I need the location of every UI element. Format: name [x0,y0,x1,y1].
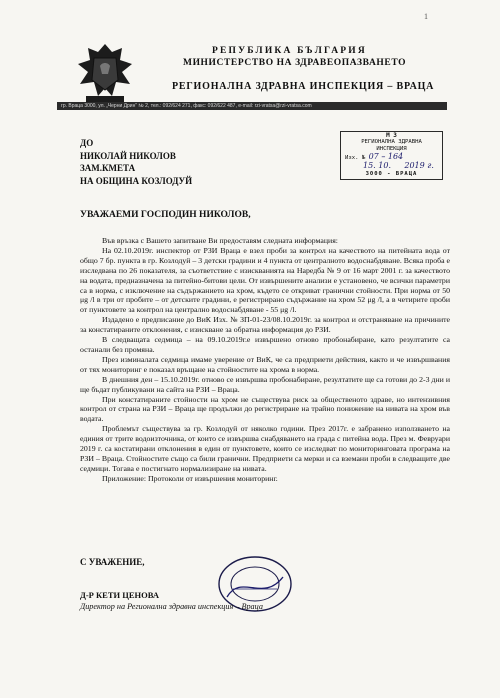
recipient-position: ЗАМ.КМЕТА [80,163,136,173]
recipient-institution: НА ОБЩИНА КОЗЛОДУЙ [80,175,193,186]
paragraph: В следващата седмица – на 09.10.2019г.е извършено отново пробонабиране, като резултатите са останали без промяна. [80,335,450,354]
registration-stamp [340,131,443,180]
recipient-name: НИКОЛАЙ НИКОЛОВ [80,150,176,161]
stamp-ref-value: 07 – 164 [368,152,404,161]
paragraph: Проблемът съществува за гр. Козлодуй от няколко години. През 2017г. е забранено използването на единия от трите водоизточника, от които се извършва снабдяването на града с питейна вода. През м. Февруари 2019 г. са костатирани отклонения в един от пунктовете, които се изследват по мониторинговата програма на РЗИ – Враца. Стойностите също са били гранични. Предприети са мерки и са вземани проби в следващите две седмици. Тогава е постигнато нормализиране на нивата. [80,424,450,473]
letter-body [80,236,450,484]
paragraph: Приложение: Протоколи от извършения мониторинг. [102,473,278,483]
header-inspection: РЕГИОНАЛНА ЗДРАВНА ИНСПЕКЦИЯ – ВРАЦА [172,81,435,92]
signer-title: Директор на Регионална здравна инспекция – Враца [80,602,263,611]
recipient-block [80,137,192,187]
corner-mark: 1 [424,12,428,21]
paragraph: В днешния ден – 15.10.2019г. отново се извършва пробонабиране, резултатите ще са готови до 2-3 дни и ще бъдат публикувани на сайта на РЗИ – Враца. [80,374,450,394]
paragraph: Във връзка с Вашето запитване Ви предоставям следната информация: [102,236,338,245]
stamp-top: М З [386,132,397,139]
address-bar: гр. Враца 3000, ул. „Черни Дрин“ № 2, тел.: 092/624 271, факс: 092/622 487, e-mail: rzi-vratsa@rzi-vratsa.com [57,102,447,110]
stamp-date-value: 15. 10. [363,161,391,170]
stamp-org: РЕГИОНАЛНА ЗДРАВНА [361,139,422,145]
stamp-org-sub: ИНСПЕКЦИЯ [376,146,407,152]
coat-of-arms-icon [72,40,138,106]
recipient-line: ДО [80,138,94,148]
stamp-year-value: 2019 г. [404,161,434,170]
signer-name: Д-Р КЕТИ ЦЕНОВА [80,590,160,600]
paragraph: Издадено е предписание до ВиК Изх. № ЗП-01-23/08.10.2019г. за контрол и отстраняване на причините за констатираните отклонения, с изискване за обратна информация до РЗИ. [80,315,450,335]
stamp-city: 3000 - ВРАЦА [365,171,418,177]
paragraph: На 02.10.2019г. инспектор от РЗИ Враца е взел проби за контрол на качеството на питейната вода от общо 7 бр. пункта в гр. Козлодуй – 3 детски градини и 4 пункта от централното водоснабдяване. Всяка проба е изследвана по 26 показателя, за съответствие с изискванията на Наредба № 9 от 16 март 2001 г. за качеството на водата, предназначена за питейно-битови цели. От извършените анализи е установено, че всички параметри са в норма, с изключение на съдържанието на хром, където се откриват гранични стойности. При норма от 50 μg /l в три от пробите – от детските градини, е регистрирано съдържание на хром 52 μg /l, а в четирите проби от пунктовете за контрол на централно водоснабдяване - 55 μg /l. [80,245,450,315]
stamp-ref-label: Изх. № [345,155,366,161]
stamp-date-row [341,162,442,171]
header-republic: РЕПУБЛИКА БЪЛГАРИЯ [212,46,367,56]
paragraph: През изминалата седмица имаме уверение от ВиК, че са предприети действия, както и че извършвания от тях мониторинг е показал връщане на стойностите на хрома в норма. [80,354,450,374]
greeting: УВАЖАЕМИ ГОСПОДИН НИКОЛОВ, [80,210,251,220]
paragraph: При констатираните стойности на хром не съществува риск за общественото здраве, но интензивния контрол от страна на РЗИ – Враца ще продължи до регистриране на трайно понижение на нивата на хром във водата. [80,394,450,424]
closing: С УВАЖЕНИЕ, [80,557,145,567]
header-ministry: МИНИСТЕРСТВО НА ЗДРАВЕОПАЗВАНЕТО [183,58,407,68]
